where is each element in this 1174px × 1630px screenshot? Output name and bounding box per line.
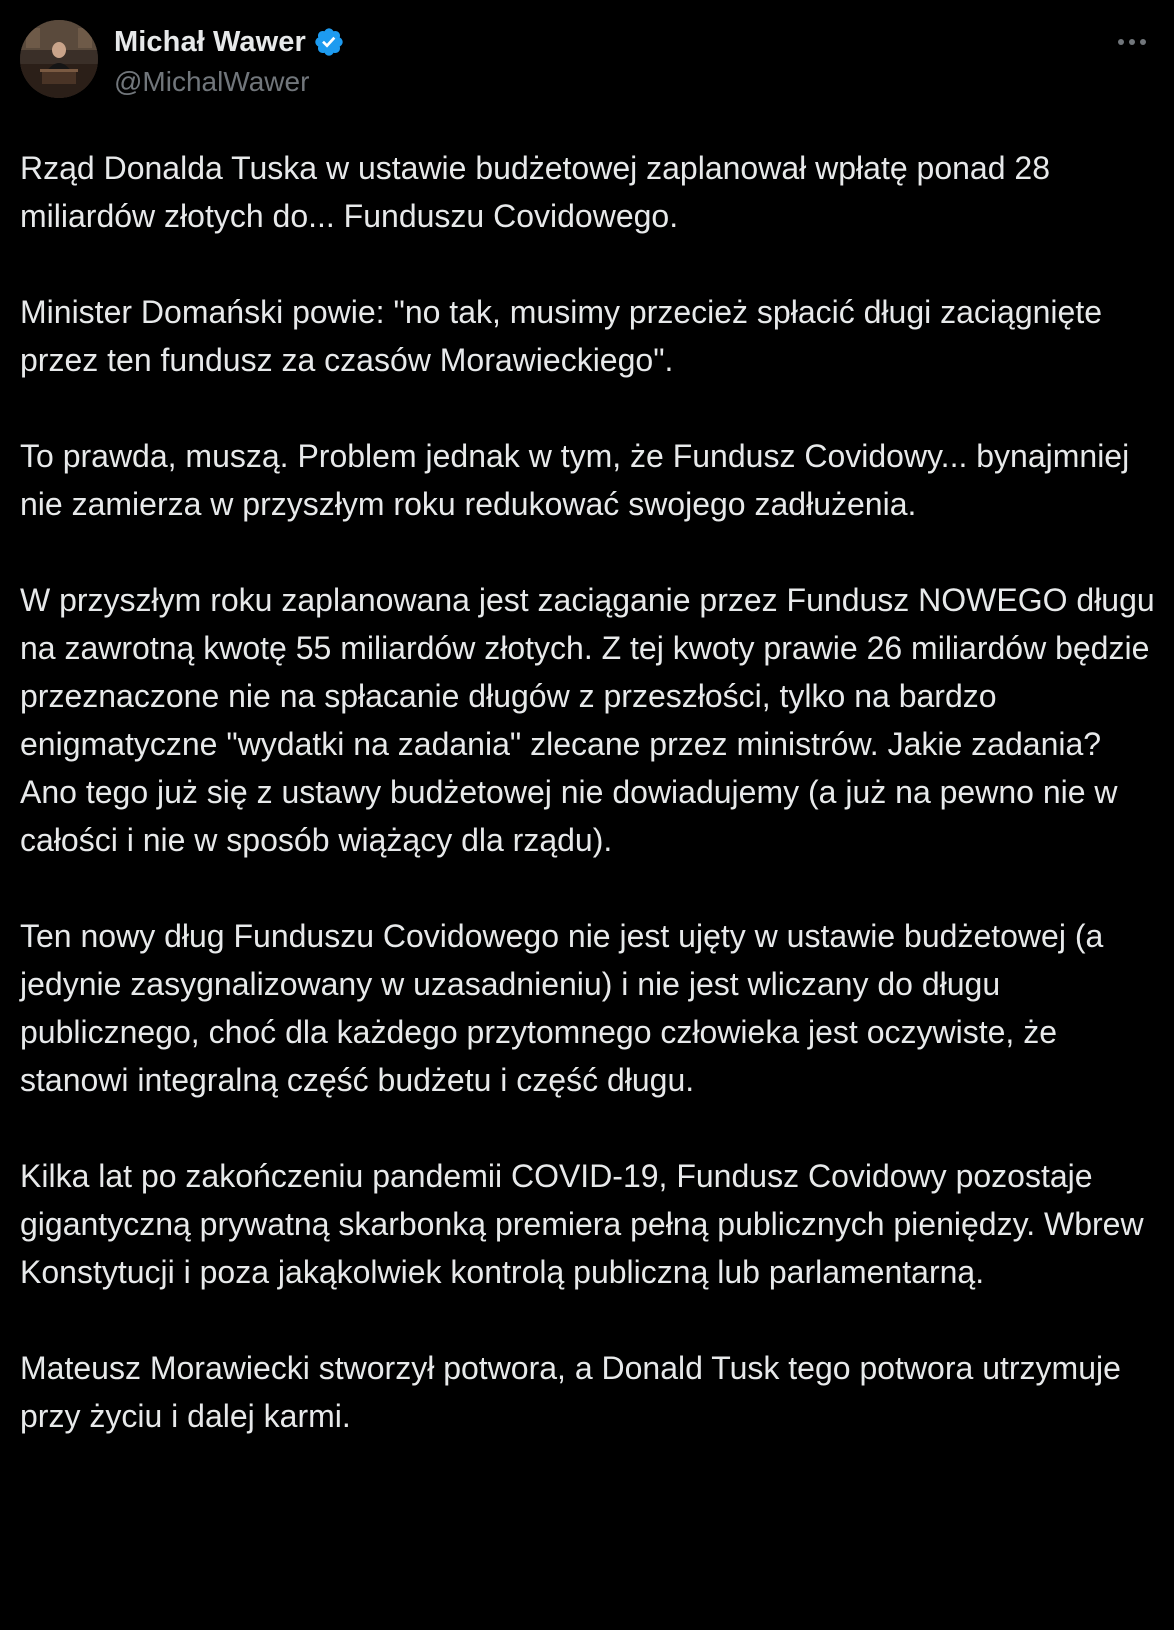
name-row — [114, 22, 345, 62]
tweet-paragraph: Kilka lat po zakończeniu pandemii COVID-19, Fundusz Covidowy pozostaje gigantyczną prywatną skarbonką premiera pełną publicznych pieniędzy. Wbrew Konstytucji i poza jakąkolwiek kontrolą publiczną lub parlamentarną. — [20, 1158, 1144, 1290]
tweet-paragraph: Rząd Donalda Tuska w ustawie budżetowej zaplanował wpłatę ponad 28 miliardów złotych do... Funduszu Covidowego. — [20, 150, 1050, 234]
more-horizontal-icon[interactable] — [1112, 22, 1152, 62]
author-names — [114, 20, 345, 102]
tweet-header — [20, 20, 1152, 106]
tweet-paragraph: Ten nowy dług Funduszu Covidowego nie jest ujęty w ustawie budżetowej (a jedynie zasygnalizowany w uzasadnieniu) i nie jest wliczany do długu publicznego, choć dla każdego przytomnego człowieka jest oczywiste, że stanowi integralną część budżetu i część długu. — [20, 918, 1104, 1098]
tweet-paragraph: Mateusz Morawiecki stworzył potwora, a Donald Tusk tego potwora utrzymuje przy życiu i dalej karmi. — [20, 1350, 1121, 1434]
avatar-image — [20, 20, 98, 98]
tweet-paragraph: To prawda, muszą. Problem jednak w tym, że Fundusz Covidowy... bynajmniej nie zamierza w przyszłym roku redukować swojego zadłużenia. — [20, 438, 1130, 522]
verified-badge-icon[interactable] — [313, 26, 345, 58]
tweet-paragraph: W przyszłym roku zaplanowana jest zaciąganie przez Fundusz NOWEGO długu na zawrotną kwotę 55 miliardów złotych. Z tej kwoty prawie 26 miliardów będzie przeznaczone nie na spłacanie długów z przeszłości, tylko na bardzo enigmatyczne "wydatki na zadania" zlecane przez ministrów. Jakie zadania? Ano tego już się z ustawy budżetowej nie dowiadujemy (a już na pewno nie w całości i nie w sposób wiążący dla rządu). — [20, 582, 1155, 858]
avatar[interactable] — [20, 20, 98, 98]
tweet-text — [20, 144, 1160, 1440]
author-handle[interactable]: @MichalWawer — [114, 66, 310, 97]
tweet-paragraph: Minister Domański powie: "no tak, musimy przecież spłacić długi zaciągnięte przez ten fundusz za czasów Morawieckiego". — [20, 294, 1103, 378]
display-name[interactable]: Michał Wawer — [114, 25, 306, 58]
